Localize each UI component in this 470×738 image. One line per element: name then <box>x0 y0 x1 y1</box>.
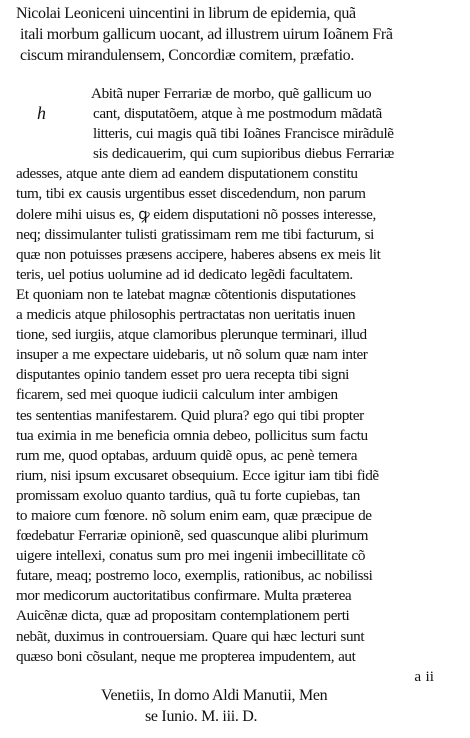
body-line: tum, tibi ex causis urgentibus esset discedendum, non parum <box>16 185 366 203</box>
body-line: neq; dissimulanter tulisti gratissimam rem me tibi facturum, si <box>16 225 374 243</box>
body-line: litteris, cui magis quã tibi Ioãnes Francisce mirãdulẽ <box>93 125 394 143</box>
body-line: rum me, quod optabas, arduum quidẽ opus, ac penè temera <box>16 446 358 464</box>
body-line: dolere mihi uisus es, ꝙ eidem disputationi nõ posses interesse, <box>16 205 376 223</box>
body-line: promissam exoluo quanto tardius, quã tu forte cupiebas, tan <box>16 486 360 504</box>
body-line: fœdebatur Ferrariæ opinionẽ, sed quascunque alibi plurimum <box>16 527 368 545</box>
body-line: adesses, atque ante diem ad eandem disputationem constitu <box>16 165 358 183</box>
body-line: cant, disputatõem, atque à me postmodum mãdatã <box>93 105 382 123</box>
colophon-line: se Iunio. M. iii. D. <box>145 708 258 725</box>
preface-heading <box>16 3 466 66</box>
body-line: a medicis atque philosophis pertractatas non ueritatis inuen <box>16 306 356 324</box>
body-line: teris, uel potius uolumine ad id dedicato legẽdi facultatem. <box>16 265 353 283</box>
body-line: disputantes opinio tandem esset pro uera recepta tibi signi <box>16 366 349 384</box>
body-line: quæso boni cõsulant, neque me propterea impudentem, aut <box>16 647 356 665</box>
body-line: rium, nisi ipsum excusaret obsequium. Ecce igitur iam tibi fidẽ <box>16 466 379 484</box>
preface-body <box>16 84 462 687</box>
heading-line: ciscum mirandulensem, Concordiæ comitem, præfatio. <box>20 47 354 64</box>
heading-line: itali morbum gallicum uocant, ad illustrem uirum Ioãnem Frã <box>20 26 393 43</box>
body-line: futare, meaq; postremo loco, exemplis, rationibus, ac nobilissi <box>16 567 373 585</box>
heading-line: Nicolai Leoniceni uincentini in librum de epidemia, quã <box>16 5 356 22</box>
body-line: Et quoniam non te latebat magnæ cõtentionis disputationes <box>16 285 356 303</box>
body-line: to maiore cum fœnore. nõ solum enim eam, quæ præcipue de <box>16 506 372 524</box>
body-line: sis dedicauerim, qui cum supioribus diebus Ferrariæ <box>93 145 394 163</box>
body-line: Auicẽnæ dicta, quæ ad propositam contemplationem perti <box>16 607 350 625</box>
body-line: insuper a me expectare uidebaris, ut nõ solum quæ nam inter <box>16 346 368 364</box>
body-line: tione, sed iurgiis, atque clamoribus plerunque terminari, illud <box>16 326 367 344</box>
body-line: tes sententias manifestarem. Quid plura? ego qui tibi propter <box>16 406 364 424</box>
initial-guide-letter: h <box>37 103 46 123</box>
colophon-line: Venetiis, In domo Aldi Manutii, Men <box>101 687 328 704</box>
body-line: uigere intellexi, conatus sum pro mei ingenii imbecillitate cõ <box>16 547 366 565</box>
body-line: quæ non potuisses præsens accipere, haberes absens ex meis lit <box>16 245 381 263</box>
signature-mark: a ii <box>414 667 434 685</box>
body-line: nebãt, duximus in controuersiam. Quare qui hæc lecturi sunt <box>16 627 365 645</box>
body-line: ficarem, sed mei quoque iudicii calculum inter ambigen <box>16 386 338 404</box>
colophon <box>101 685 431 727</box>
body-line: Abitã nuper Ferrariæ de morbo, quẽ gallicum uo <box>91 85 372 102</box>
body-line: tua eximia in me beneficia omnia debeo, pollicitus sum factu <box>16 426 368 444</box>
body-line: mor medicorum auctoritatibus confirmare. Multa præterea <box>16 587 352 605</box>
